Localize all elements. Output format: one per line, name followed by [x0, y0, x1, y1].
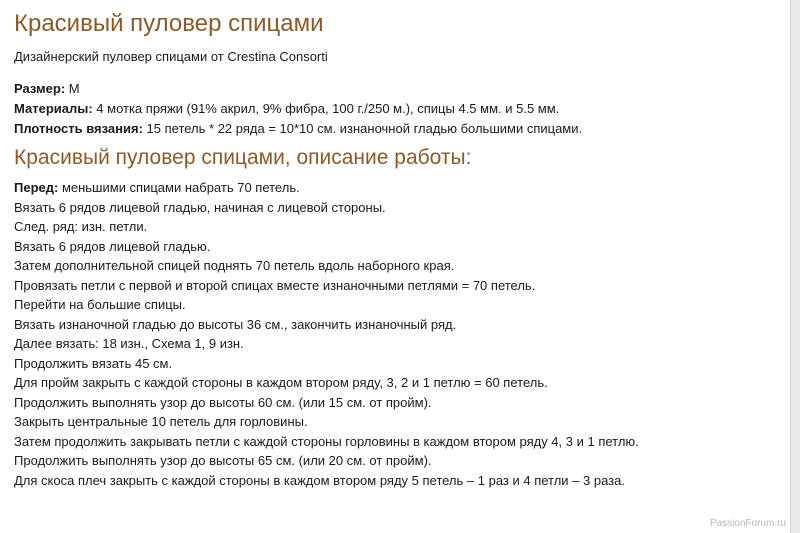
instruction-line: Вязать 6 рядов лицевой гладью.	[14, 238, 211, 254]
spec-label: Материалы:	[14, 101, 93, 116]
front-text: меньшими спицами набрать 70 петель.	[58, 180, 300, 195]
front-label: Перед:	[14, 180, 59, 195]
instruction-line: Вязать 6 рядов лицевой гладью, начиная с лицевой стороны.	[14, 199, 386, 215]
instruction-line: Закрыть центральные 10 петель для горловины.	[14, 414, 308, 429]
instruction-line: Для скоса плеч закрыть с каждой стороны в каждом втором ряду 5 петель – 1 раз и 4 петли – 3 раза.	[14, 472, 625, 488]
instruction-line: Продолжить выполнять узор до высоты 60 см. (или 15 см. от пройм).	[14, 394, 432, 410]
instruction-front	[14, 178, 639, 198]
instructions-list	[14, 178, 639, 490]
spec-size	[14, 79, 582, 99]
spec-value: 15 петель * 22 ряда = 10*10 см. изнаночной гладью большими спицами.	[142, 121, 583, 136]
instruction-line: Провязать петли с первой и второй спицах вместе изнаночными петлями = 70 петель.	[14, 277, 536, 293]
instruction-line: Вязать изнаночной гладью до высоты 36 см., закончить изнаночный ряд.	[14, 316, 457, 332]
watermark: PassionForum.ru	[709, 518, 786, 529]
subtitle: Дизайнерский пуловер спицами от Crestina Consorti	[14, 49, 328, 64]
spec-label: Плотность вязания:	[14, 121, 143, 136]
spec-label: Размер:	[14, 81, 66, 96]
spec-value: M	[65, 81, 80, 96]
instruction-line: Продолжить выполнять узор до высоты 65 см. (или 20 см. от пройм).	[14, 453, 432, 468]
specs-list	[14, 79, 582, 139]
page-title: Красивый пуловер спицами	[14, 10, 324, 37]
instruction-line: Для пройм закрыть с каждой стороны в каждом втором ряду, 3, 2 и 1 петлю = 60 петель.	[14, 375, 548, 390]
instruction-line: Продолжить вязать 45 см.	[14, 355, 173, 371]
instruction-line: Перейти на большие спицы.	[14, 297, 186, 312]
instruction-line: Затем продолжить закрывать петли с каждой стороны горловины в каждом втором ряду 4, 3 и 1 петлю.	[14, 433, 639, 449]
spec-materials	[14, 99, 582, 119]
instruction-line: След. ряд: изн. петли.	[14, 219, 148, 234]
spec-value: 4 мотка пряжи (91% акрил, 9% фибра, 100 г./250 м.), спицы 4.5 мм. и 5.5 мм.	[92, 101, 560, 116]
section-title: Красивый пуловер спицами, описание работы:	[14, 146, 472, 169]
page-edge-divider	[790, 0, 800, 533]
spec-gauge	[14, 119, 582, 139]
instruction-line: Затем дополнительной спицей поднять 70 петель вдоль наборного края.	[14, 258, 455, 273]
instruction-line: Далее вязать: 18 изн., Схема 1, 9 изн.	[14, 336, 244, 351]
